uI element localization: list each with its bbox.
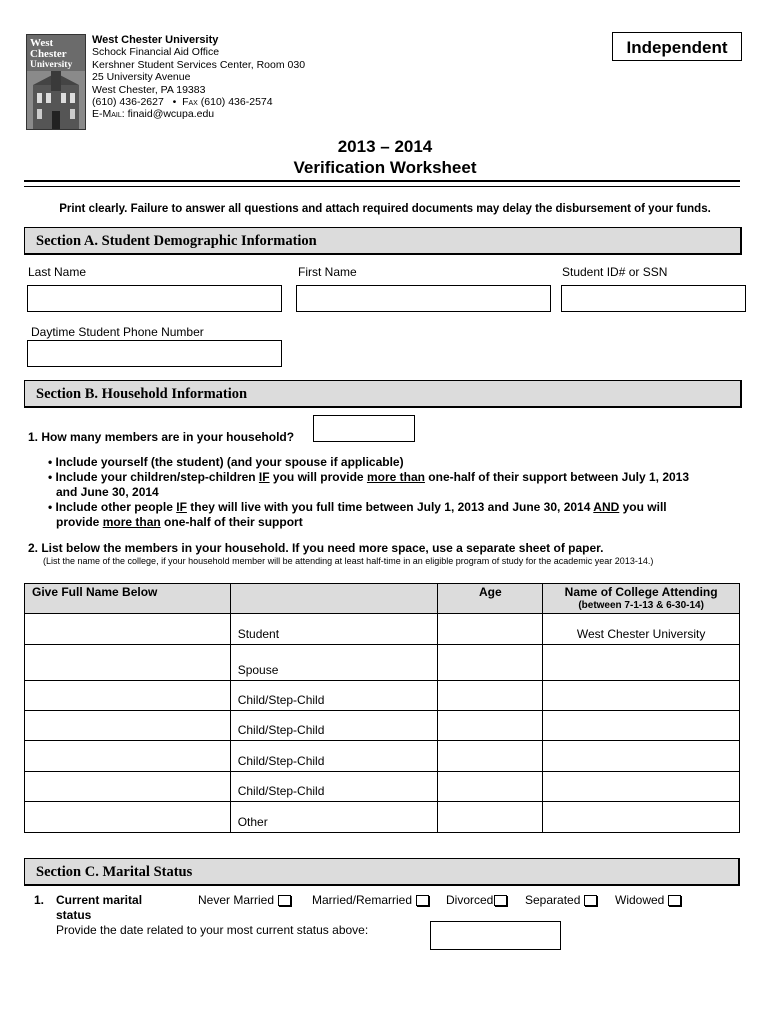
rule-item-2: • Include your children/step-children IF you will provide more than one-half of their support between July 1, 2013 — [48, 470, 690, 484]
member-age-cell[interactable] — [438, 614, 543, 645]
phone-label: Daytime Student Phone Number — [31, 325, 204, 339]
option-never-married[interactable] — [198, 893, 291, 907]
member-college-cell[interactable] — [543, 772, 740, 802]
rule-item-3-cont: provide more than one-half of their support — [56, 515, 303, 529]
checkbox-married[interactable] — [416, 895, 429, 906]
member-age-cell[interactable] — [438, 772, 543, 802]
member-name-cell[interactable] — [25, 711, 231, 741]
table-row — [25, 681, 740, 711]
table-header-row — [25, 584, 740, 614]
member-college-cell[interactable] — [543, 741, 740, 772]
member-name-cell[interactable] — [25, 614, 231, 645]
rule-item-2-cont: and June 30, 2014 — [56, 485, 159, 499]
address-line-1: Kershner Student Services Center, Room 030 — [92, 58, 306, 71]
col-header-age: Age — [438, 584, 543, 614]
fax-label: Fax — [182, 96, 198, 109]
member-age-cell[interactable] — [438, 741, 543, 772]
university-logo — [26, 34, 86, 130]
member-age-cell[interactable] — [438, 645, 543, 681]
student-id-field[interactable] — [561, 285, 746, 312]
household-size-field[interactable] — [313, 415, 415, 442]
table-row — [25, 711, 740, 741]
option-divorced[interactable] — [446, 893, 507, 907]
checkbox-widowed[interactable] — [668, 895, 681, 906]
status-date-field[interactable] — [430, 921, 561, 950]
logo-line-1: West — [30, 37, 54, 49]
table-row — [25, 645, 740, 681]
member-age-cell[interactable] — [438, 802, 543, 833]
option-widowed[interactable] — [615, 893, 681, 907]
member-relation-cell: Child/Step-Child — [230, 741, 438, 772]
household-members-table — [24, 583, 740, 833]
university-name: West Chester University — [92, 34, 219, 46]
household-rules-list — [48, 455, 738, 530]
first-name-field[interactable] — [296, 285, 551, 312]
section-b-header: Section B. Household Information — [24, 380, 742, 408]
student-id-label: Student ID# or SSN — [562, 265, 668, 279]
member-relation-cell: Child/Step-Child — [230, 681, 438, 711]
option-separated-label: Separated — [525, 893, 581, 907]
email-address: finaid@wcupa.edu — [127, 108, 215, 121]
marital-question-line-2: status — [56, 908, 92, 922]
member-age-cell[interactable] — [438, 711, 543, 741]
option-divorced-label: Divorced — [446, 893, 494, 907]
rule-item-3: • Include other people IF they will live with you full time between July 1, 2013 and June 30, 2014 AND you will — [48, 500, 667, 514]
member-name-cell[interactable] — [25, 645, 231, 681]
member-relation-cell: Spouse — [230, 645, 438, 681]
option-married-label: Married/Remarried — [312, 893, 413, 907]
fax-number: (610) 436-2574 — [200, 96, 273, 109]
worksheet-year: 2013 – 2014 — [337, 137, 433, 156]
building-illustration — [27, 71, 85, 129]
member-college-cell[interactable] — [543, 681, 740, 711]
header-rule-thin — [24, 186, 740, 187]
email-label: E-Mail: — [92, 108, 125, 121]
option-widowed-label: Widowed — [615, 893, 665, 907]
household-size-question: 1. How many members are in your household? — [28, 430, 295, 444]
status-date-prompt: Provide the date related to your most current status above: — [56, 923, 369, 937]
status-badge: Independent — [612, 32, 742, 61]
table-row — [25, 772, 740, 802]
table-row — [25, 741, 740, 772]
table-row — [25, 802, 740, 833]
member-college-cell[interactable] — [543, 711, 740, 741]
col-header-college-sub: (between 7-1-13 & 6-30-14) — [578, 600, 704, 611]
worksheet-title: Verification Worksheet — [293, 158, 477, 177]
member-college-cell[interactable] — [543, 645, 740, 681]
household-list-note: (List the name of the college, if your household member will be attending at least half-time in an eligible program of study for the academic year 2013-14.) — [43, 556, 654, 566]
rule-item-1: • Include yourself (the student) (and your spouse if applicable) — [48, 455, 404, 469]
option-separated[interactable] — [525, 893, 597, 907]
member-age-cell[interactable] — [438, 681, 543, 711]
marital-question-line-1: Current marital — [56, 893, 143, 907]
member-name-cell[interactable] — [25, 772, 231, 802]
header-rule-thick — [24, 180, 740, 182]
col-header-college — [543, 584, 740, 614]
section-a-header: Section A. Student Demographic Information — [24, 227, 742, 255]
phone-number: (610) 436-2627 — [92, 96, 164, 109]
marital-question-number: 1. — [34, 893, 45, 907]
member-relation-cell: Child/Step-Child — [230, 772, 438, 802]
contact-block — [92, 34, 305, 121]
member-name-cell[interactable] — [25, 741, 231, 772]
option-married[interactable] — [312, 893, 429, 907]
phone-fax-line — [92, 96, 305, 108]
member-college-cell[interactable] — [543, 802, 740, 833]
member-name-cell[interactable] — [25, 681, 231, 711]
last-name-field[interactable] — [27, 285, 282, 312]
last-name-label: Last Name — [28, 265, 87, 279]
email-line — [92, 108, 305, 120]
checkbox-never-married[interactable] — [278, 895, 291, 906]
member-relation-cell: Other — [230, 802, 438, 833]
checkbox-divorced[interactable] — [494, 895, 507, 906]
section-c-header: Section C. Marital Status — [24, 858, 740, 886]
bullet-separator: • — [166, 96, 180, 109]
table-row — [25, 614, 740, 645]
logo-line-2: Chester — [30, 48, 67, 60]
member-name-cell[interactable] — [25, 802, 231, 833]
member-college-cell[interactable]: West Chester University — [543, 614, 740, 645]
member-relation-cell: Child/Step-Child — [230, 711, 438, 741]
col-header-name: Give Full Name Below — [25, 584, 231, 614]
first-name-label: First Name — [298, 265, 357, 279]
checkbox-separated[interactable] — [584, 895, 597, 906]
office-name: Schock Financial Aid Office — [92, 46, 220, 59]
household-list-question: 2. List below the members in your household. If you need more space, use a separate sheet of paper. — [28, 541, 604, 555]
col-header-relation — [230, 584, 438, 614]
logo-line-3: University — [30, 60, 73, 70]
member-relation-cell: Student — [230, 614, 438, 645]
address-line-2: 25 University Avenue — [92, 71, 191, 84]
phone-field[interactable] — [27, 340, 282, 367]
instructions-text: Print clearly. Failure to answer all questions and attach required documents may delay the disbursement of your funds. — [59, 203, 711, 215]
option-never-married-label: Never Married — [198, 893, 275, 907]
address-line-3: West Chester, PA 19383 — [92, 83, 206, 96]
col-header-college-label: Name of College Attending — [564, 585, 718, 599]
